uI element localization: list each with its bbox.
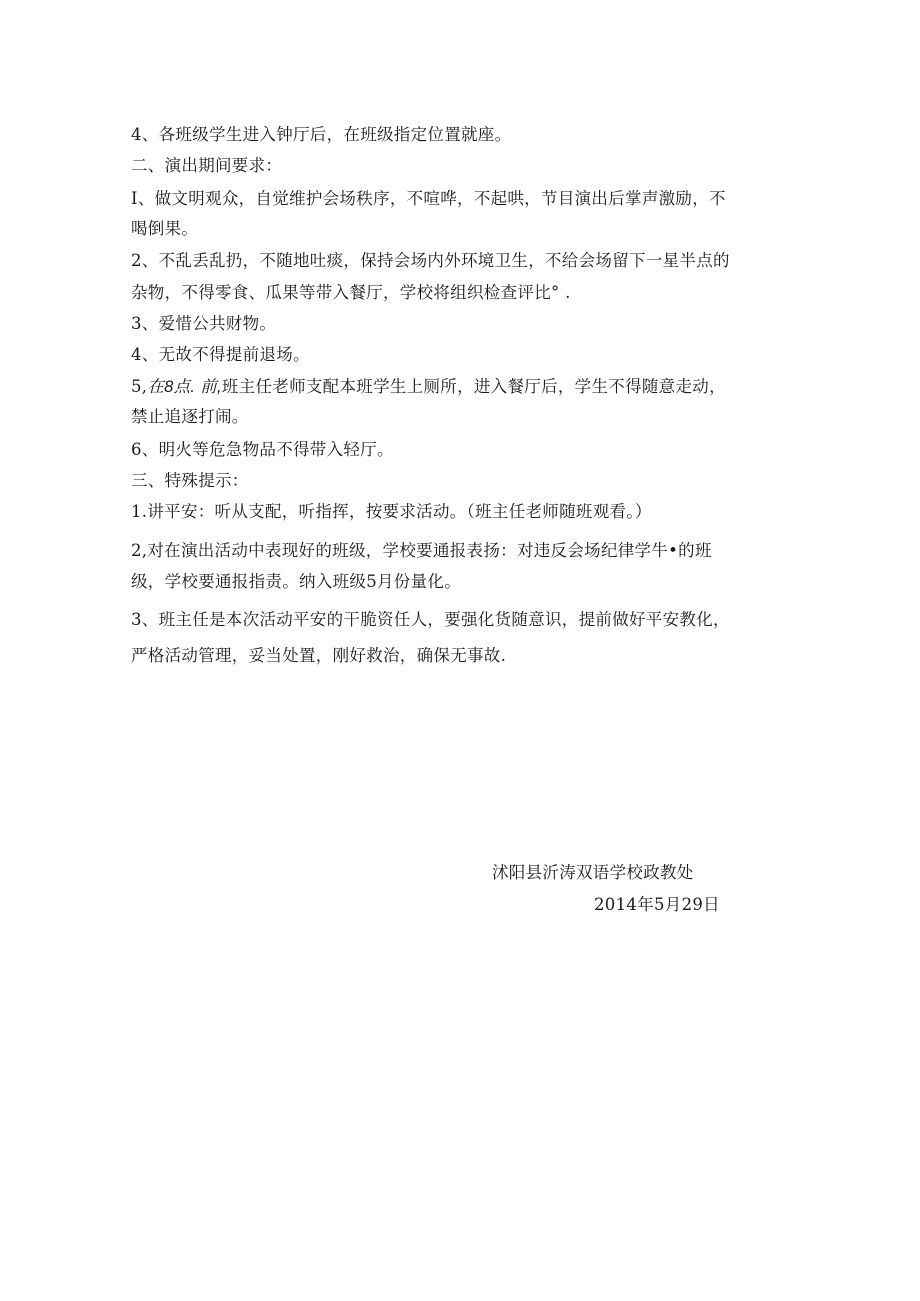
- rule-5-line-1: [131, 376, 726, 398]
- section-3-heading: 三、特殊提示：: [131, 471, 249, 490]
- rule-2-line-2: 杂物，不得零食、瓜果等带入餐厅，学校将组织检查评比° .: [131, 283, 571, 302]
- rule-5-number: 5,: [131, 377, 148, 396]
- rule-3: 3、爱惜公共财物。: [131, 314, 277, 333]
- tip-1: 1.讲平安：听从支配，听指挥，按要求活动。（班主任老师随班观看。）: [131, 502, 652, 521]
- rule-5-time: 在8点. 前,: [147, 378, 222, 396]
- rule-1-line-1: I、做文明观众，自觉维护会场秩序，不喧哗，不起哄，节目演出后掌声激励，不: [131, 189, 726, 208]
- item-4-seating: 4、各班级学生进入钟厅后，在班级指定位置就座。: [131, 125, 512, 144]
- rule-5-line-2: 禁止追逐打闹。: [131, 407, 249, 426]
- tip-3-line-1: 3、班主任是本次活动平安的干脆资任人，要强化货随意识，提前做好平安教化，: [131, 610, 730, 629]
- rule-1-line-2: 喝倒果。: [131, 219, 199, 238]
- signature-date: 2014年5月29日: [594, 895, 720, 914]
- section-2-heading: 二、演出期间要求：: [131, 156, 283, 175]
- tip-2-line-2: 级，学校要通报指责。纳入班级5月份量化。: [131, 572, 461, 591]
- rule-6: 6、明火等危急物品不得带入轻厅。: [131, 440, 394, 459]
- rule-5-text: 班主任老师支配本班学生上厕所，进入餐厅后，学生不得随意走动，: [221, 377, 726, 396]
- tip-2-line-1: 2,对在演出活动中表现好的班级，学校要通报表扬：对违反会场纪律学牛•的班: [131, 541, 712, 560]
- rule-2-line-1: 2、不乱丢乱扔，不随地吐痰，保持会场内外环境卫生，不给会场留下一星半点的: [131, 251, 730, 270]
- rule-4: 4、无故不得提前退场。: [131, 345, 310, 364]
- tip-3-line-2: 严格活动管理，妥当处置，刚好救治，确保无事故.: [131, 646, 507, 665]
- signature-organization: 沭阳县沂涛双语学校政教处: [492, 863, 694, 882]
